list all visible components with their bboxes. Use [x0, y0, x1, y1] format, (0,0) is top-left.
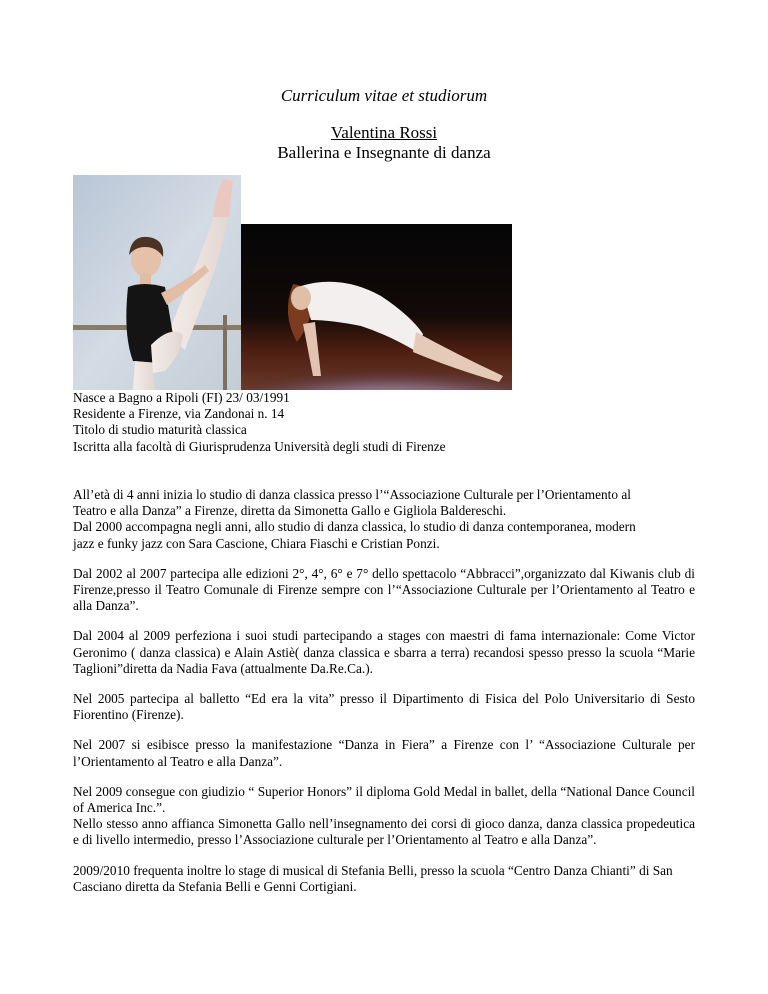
paragraph-gold-medal-a: Nel 2009 consegue con giudizio “ Superior Honors” il diploma Gold Medal in ballet, della “National Dance Council of America Inc.”. [73, 783, 695, 816]
fact-degree: Titolo di studio maturità classica [73, 422, 247, 438]
ballerina-barre-illustration [73, 175, 241, 390]
paragraph-line: Dal 2000 accompagna negli anni, allo studio di danza classica, lo studio di danza contemporanea, modern [73, 519, 636, 535]
paragraph-stages: Dal 2004 al 2009 perfeziona i suoi studi partecipando a stages con maestri di fama internazionale: Come Victor Geronimo ( danza classica) e Alain Astiè( danza classica e sbarra a terra) recandosi spesso presso la scuola “Marie Taglioni”diretta da Nadia Fava (attualmente Da.Re.Ca.). [73, 628, 695, 676]
person-name: Valentina Rossi [330, 123, 438, 142]
fact-birth: Nasce a Bagno a Ripoli (FI) 23/ 03/1991 [73, 390, 290, 405]
ballerina-barre-photo [73, 175, 241, 390]
dancer-stage-photo [241, 224, 512, 390]
person-name-line [0, 123, 768, 143]
paragraph-musical-stage: 2009/2010 frequenta inoltre lo stage di musical di Stefania Belli, presso la scuola “Centro Danza Chianti” di San Casciano diretta da Stefania Belli e Genni Cortigiani. [73, 862, 673, 894]
paragraph-gold-medal-b: Nello stesso anno affianca Simonetta Gallo nell’insegnamento dei corsi di gioco danza, danza classica propedeutica e di livello intermedio, presso l’Associazione culturale per l’Orientamento al Teatro e alla Danza”. [73, 816, 695, 848]
paragraph-gold-medal [73, 784, 695, 849]
paragraph-ballet-2005: Nel 2005 partecipa al balletto “Ed era la vita” presso il Dipartimento di Fisica del Polo Universitario di Sesto Fiorentino (Firenze). [73, 691, 695, 723]
paragraph-danza-in-fiera: Nel 2007 si esibisce presso la manifestazione “Danza in Fiera” a Firenze con l’ “Associazione Culturale per l’Orientamento al Teatro e alla Danza”. [73, 737, 695, 769]
paragraph-line: Teatro e alla Danza” a Firenze, diretta da Simonetta Gallo e Gigliola Baldereschi. [73, 503, 507, 519]
paragraph-early-studies [73, 487, 695, 552]
fact-residence: Residente a Firenze, via Zandonai n. 14 [73, 406, 285, 422]
paragraph-line: jazz e funky jazz con Sara Cascione, Chiara Fiaschi e Cristian Ponzi. [73, 535, 440, 551]
person-role: Ballerina e Insegnante di danza [277, 143, 491, 162]
dancer-stage-illustration [241, 224, 512, 390]
document-title: Curriculum vitae et studiorum [280, 86, 488, 105]
cv-body [73, 487, 695, 909]
fact-university: Iscritta alla facoltà di Giurisprudenza Università degli studi di Firenze [73, 438, 446, 454]
paragraph-line: All’età di 4 anni inizia lo studio di danza classica presso l’“Associazione Culturale per l’Orientamento al [73, 487, 631, 502]
personal-facts [73, 390, 693, 455]
paragraph-abbracci: Dal 2002 al 2007 partecipa alle edizioni 2°, 4°, 6° e 7° dello spettacolo “Abbracci”,organizzato dal Kiwanis club di Firenze,presso il Teatro Comunale di Firenze sempre con l’“Associazione Culturale per l’Orientamento al Teatro e alla Danza”. [73, 565, 695, 614]
